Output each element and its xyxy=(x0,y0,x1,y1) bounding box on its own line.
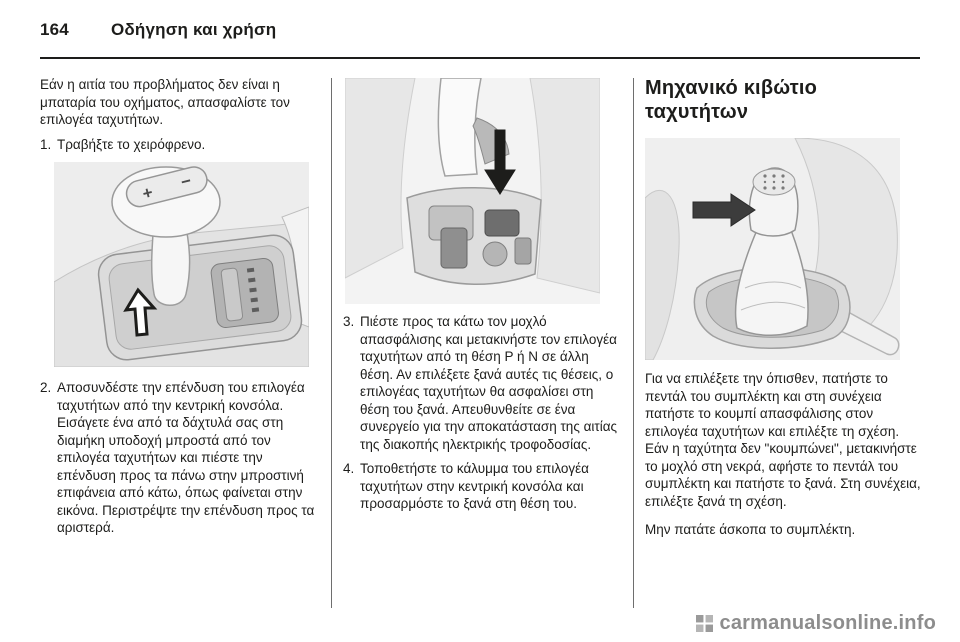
intro-paragraph: Εάν η αιτία του προβλήματος δεν είναι η μπαταρία του οχήματος, απασφαλίστε τον επιλογέα ταχυτήτων. xyxy=(40,77,290,127)
selector-mechanism xyxy=(407,188,541,285)
column-divider xyxy=(331,78,332,608)
knob-plus-label: + xyxy=(140,182,155,204)
page-number: 164 xyxy=(40,20,69,39)
step-1 xyxy=(40,136,318,154)
knob-minus-label: − xyxy=(178,171,194,192)
step-text: Τραβήξτε το χειρόφρενο. xyxy=(57,136,206,152)
gear-indicator-panel xyxy=(210,257,279,328)
heading-line-2: ταχυτήτων xyxy=(645,101,749,123)
selector-lever-illustration xyxy=(54,162,309,367)
heading-line-1: Μηχανικό κιβώτιο xyxy=(645,77,818,99)
watermark-text: carmanualsonline.info xyxy=(719,612,936,634)
step-text: Πιέστε προς τα κάτω τον μοχλό απασφάλισης και μετακινήστε τον επιλογέα ταχυτήτων από τη θέση P ή N σε άλλη θέση. Αν επιλέξετε ξανά αυτές τις θέσεις, ο επιλογέας ταχυτήτων θα ασφαλίσει στη θέση του ξανά. Απευθυνθείτε σε ένα συνεργείο για την αποκατάσταση της αιτίας της διακοπής ηλεκτρικής τροφοδοσίας. xyxy=(360,314,618,452)
watermark-grid-icon xyxy=(696,615,713,632)
header-rule xyxy=(40,57,920,59)
step-number: 1. xyxy=(40,136,52,152)
chapter-title: Οδήγηση και χρήση xyxy=(110,20,277,39)
watermark-link[interactable] xyxy=(696,612,936,635)
step-number: 2. xyxy=(40,380,52,395)
paragraph: Εάν η ταχύτητα δεν "κουμπώνει", μετακινήστε το μοχλό στη νεκρά, αφήστε το πεντάλ του συμπλέκτη και πατήστε το ξανά. Στη συνέχεια, επιλέξτε ξανά τη σχέση. xyxy=(645,441,921,509)
step-2 xyxy=(40,379,318,537)
step-text: Τοποθετήστε το κάλυμμα του επιλογέα ταχυτήτων στην κεντρική κονσόλα και προσαρμόστε το ξανά στη θέση του. xyxy=(360,461,589,511)
paragraph: Μην πατάτε άσκοπα το συμπλέκτη. xyxy=(645,522,856,537)
page-header xyxy=(40,20,920,40)
step-text: Αποσυνδέστε την επένδυση του επιλογέα ταχυτήτων από την κεντρική κονσόλα. Εισάγετε ένα από τα δάχτυλά σας στη διαμήκη υποδοχή μπροστά από τον επιλογέα ταχυτήτων και πιέστε την επένδυση προς τα πάνω στην μπροστινή επιφάνεια από κάτω, όπως φαίνεται στην εικόνα. Περιστρέψτε την επένδυση προς τα αριστερά. xyxy=(57,380,315,535)
paragraph: Για να επιλέξετε την όπισθεν, πατήστε το πεντάλ του συμπλέκτη και στη συνέχεια πατήστε το κουμπί απασφάλισης στον επιλογέα ταχυτήτων και επιλέξτε τη σχέση. xyxy=(645,371,900,439)
selector-mechanism-illustration xyxy=(345,78,600,304)
step-4 xyxy=(343,460,621,513)
step-3 xyxy=(343,313,621,453)
section-heading xyxy=(645,76,923,124)
manual-lever-illustration xyxy=(645,138,900,360)
column-2 xyxy=(343,76,621,513)
column-3 xyxy=(645,76,923,539)
figure-selector-lever xyxy=(40,162,318,367)
figure-manual-lever xyxy=(645,138,923,360)
step-number: 3. xyxy=(343,314,355,329)
step-number: 4. xyxy=(343,461,355,476)
gear-knob xyxy=(749,168,797,236)
figure-selector-mechanism xyxy=(343,78,621,304)
column-divider xyxy=(633,78,634,608)
column-1 xyxy=(40,76,318,537)
